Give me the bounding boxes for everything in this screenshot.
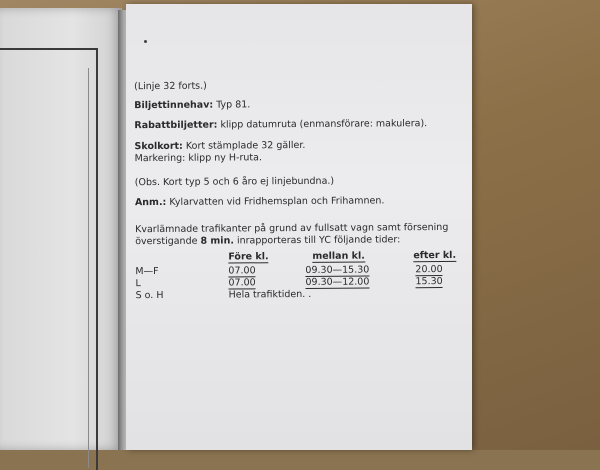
anm-label: Anm.: (134, 196, 167, 209)
skol-value: Kort stämplade 32 gäller. (182, 139, 306, 152)
left-page (0, 8, 122, 450)
skol-label: Skolkort: (134, 140, 183, 153)
table-row-mellan: 09.30—12.00 (305, 276, 370, 288)
biljett-line (134, 99, 250, 111)
left-page-frame-inner (0, 68, 89, 468)
rabatt-line (134, 118, 427, 131)
anm-value: Kylarvatten vid Fridhemsplan och Frihamnen. (166, 195, 385, 208)
table-row-all: Hela trafiktiden. . (228, 288, 312, 301)
kvar-line-2-c: inrapporteras till YC följande tider: (233, 234, 401, 247)
kvar-line-2-b: 8 min. (200, 235, 234, 247)
table-header-mellan: mellan kl. (312, 250, 365, 262)
rabatt-value: klipp datumruta (enmansförare: makulera). (217, 118, 428, 131)
table-header-efter: efter kl. (413, 249, 457, 262)
table-header-fore: Före kl. (228, 251, 269, 263)
rabatt-label: Rabattbiljetter: (134, 119, 218, 132)
markering-line: Markering: klipp ny H-ruta. (134, 152, 262, 165)
obs-note: (Obs. Kort typ 5 och 6 åro ej linjebundna.) (134, 175, 335, 189)
kvar-line-1: Kvarlämnade trafikanter på grund av fullsatt vagn samt försening (135, 221, 449, 236)
table-row-mellan: 09.30—15.30 (305, 264, 370, 276)
table-row-day: S o. H (135, 289, 164, 302)
table-row-efter: 15.30 (415, 276, 443, 288)
kvar-line-2-a: överstigande (135, 235, 201, 248)
biljett-label: Biljettinnehav: (134, 99, 214, 112)
table-row-day: L (135, 278, 141, 290)
table-row-day: M—F (135, 265, 159, 278)
page-mark (144, 40, 147, 43)
anm-line (135, 195, 385, 208)
table-row-fore: 07.00 (228, 277, 256, 289)
biljett-value: Typ 81. (213, 99, 251, 111)
table-row-efter: 20.00 (415, 264, 443, 276)
skol-line (134, 140, 305, 152)
kvar-line-2 (135, 234, 400, 247)
continuation-note: (Linje 32 forts.) (134, 80, 207, 93)
table-row-fore: 07.00 (228, 265, 256, 277)
